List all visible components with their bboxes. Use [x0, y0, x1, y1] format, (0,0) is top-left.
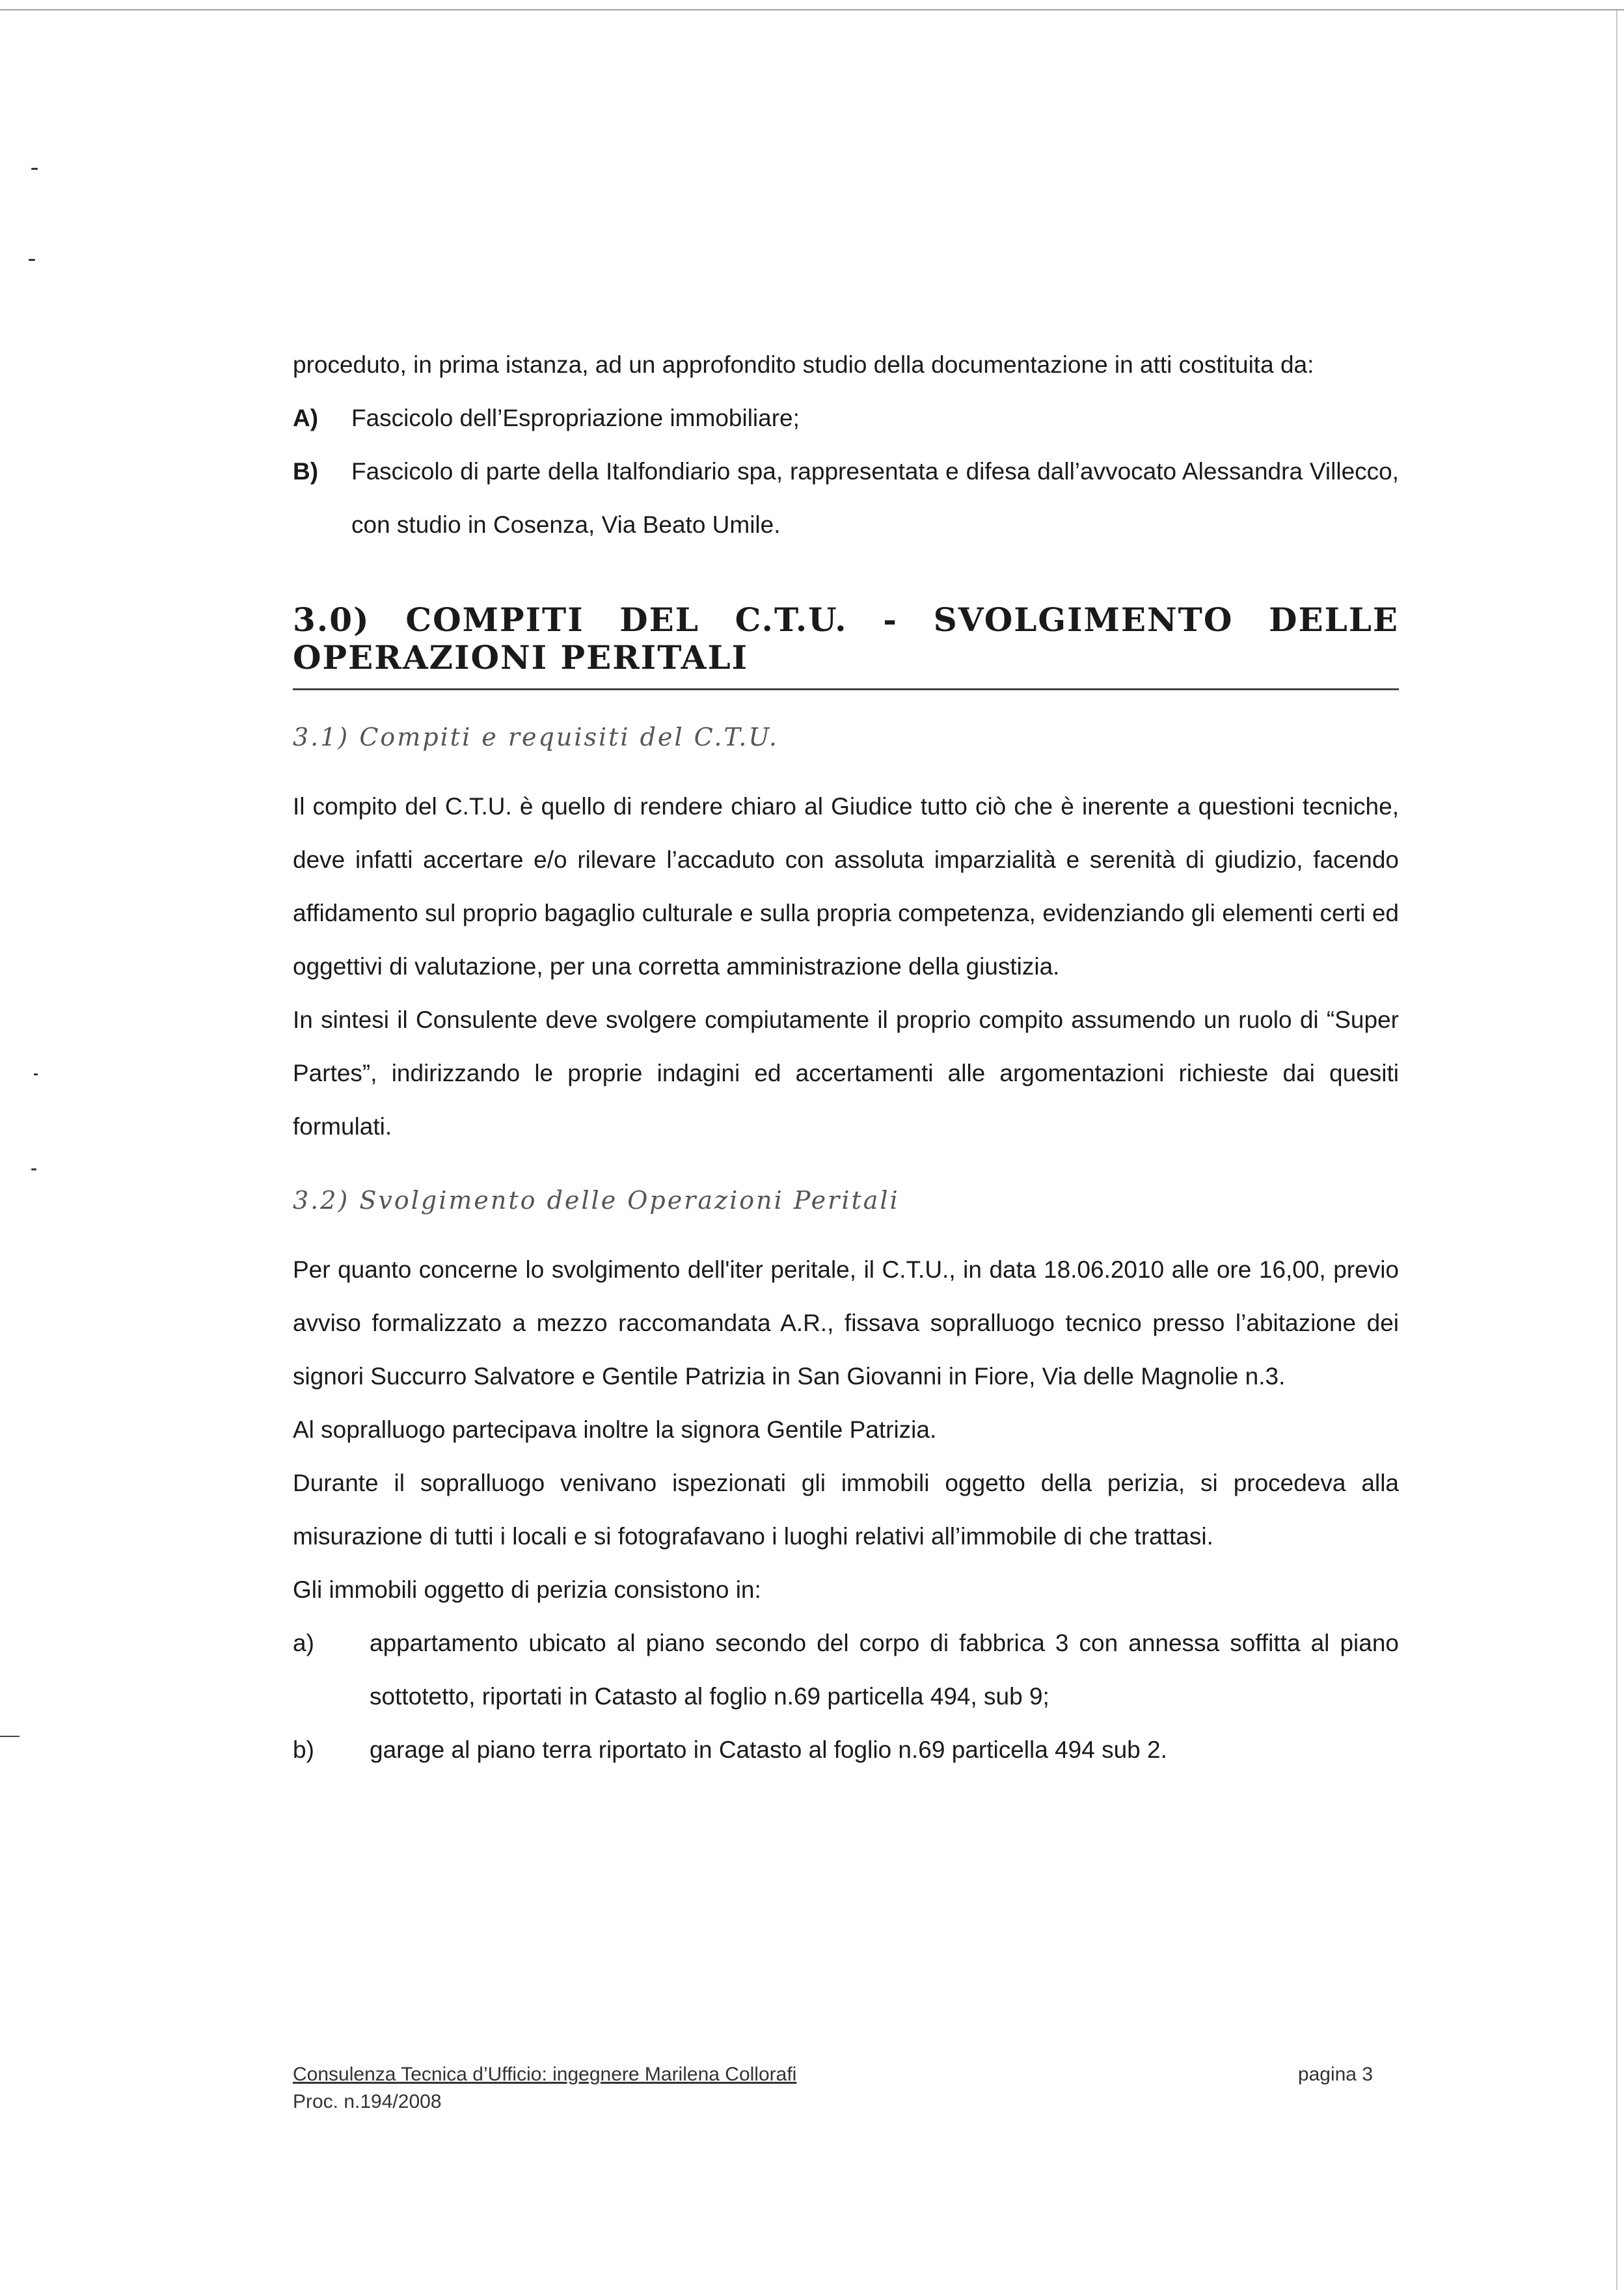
list-marker: b) — [293, 1736, 314, 1763]
section-heading: 3.0) COMPITI DEL C.T.U. - SVOLGIMENTO DELLE OPERAZIONI PERITALI — [293, 601, 1399, 690]
list-item-text: appartamento ubicato al piano secondo del corpo di fabbrica 3 con annessa soffitta al piano sottotetto, riportati in Catasto al foglio n.69 particella 494, sub 9; — [370, 1630, 1399, 1710]
intro-paragraph: proceduto, in prima istanza, ad un approfondito studio della documentazione in atti costituita da: — [293, 351, 1314, 378]
scan-border-top — [0, 9, 1624, 10]
body-paragraph: Il compito del C.T.U. è quello di rendere chiaro al Giudice tutto ciò che è inerente a questioni tecniche, deve infatti accertare e/o rilevare l’accaduto con assoluta imparzialità e serenità di giudizio, facendo affidamento sul proprio bagaglio culturale e sulla propria competenza, evidenziando gli elementi certi ed oggettivi di valutazione, per una corretta amministrazione della giustizia. — [293, 793, 1399, 980]
list-item-text: garage al piano terra riportato in Catasto al foglio n.69 particella 494 sub 2. — [370, 1736, 1167, 1763]
body-paragraph: In sintesi il Consulente deve svolgere compiutamente il proprio compito assumendo un ruolo di “Super Partes”, indirizzando le proprie indagini ed accertamenti alle argomentazioni richieste dai quesiti formulati. — [293, 1006, 1399, 1140]
footer-case-number: Proc. n.194/2008 — [293, 2091, 442, 2112]
scan-mark — [0, 1736, 20, 1737]
scan-mark — [31, 1168, 36, 1170]
body-paragraph: Durante il sopralluogo venivano ispezionati gli immobili oggetto della perizia, si procedeva alla misurazione di tutti i locali e si fotografavano i luoghi relativi all’immobile di che trattasi. — [293, 1470, 1399, 1550]
list-item — [293, 1617, 1399, 1723]
list-item-text: Fascicolo dell’Espropriazione immobiliare; — [351, 405, 800, 431]
page-footer — [293, 2061, 1373, 2116]
scan-mark — [31, 168, 38, 170]
document-page — [293, 338, 1399, 1777]
page-number: pagina 3 — [1297, 2064, 1373, 2085]
footer-author: Consulenza Tecnica d’Ufficio: ingegnere Marilena Collorafi — [293, 2064, 797, 2085]
list-marker: A) — [293, 405, 319, 431]
list-marker: a) — [293, 1630, 314, 1656]
scan-mark — [29, 259, 35, 261]
body-paragraph: Per quanto concerne lo svolgimento dell'iter peritale, il C.T.U., in data 18.06.2010 alle ore 16,00, previo avviso formalizzato a mezzo raccomandata A.R., fissava sopralluogo tecnico presso l’abitazione dei signori Succurro Salvatore e Gentile Patrizia in San Giovanni in Fiore, Via delle Magnolie n.3. — [293, 1256, 1399, 1390]
list-item — [293, 392, 1399, 445]
body-paragraph: Gli immobili oggetto di perizia consistono in: — [293, 1576, 761, 1603]
subsection-heading: 3.1) Compiti e requisiti del C.T.U. — [293, 723, 779, 751]
list-marker: B) — [293, 458, 319, 485]
subsection-heading: 3.2) Svolgimento delle Operazioni Peritali — [293, 1186, 900, 1215]
list-item-text: Fascicolo di parte della Italfondiario spa, rappresentata e difesa dall’avvocato Alessandra Villecco, con studio in Cosenza, Via Beato Umile. — [351, 458, 1399, 538]
list-item — [293, 1723, 1399, 1777]
body-paragraph: Al sopralluogo partecipava inoltre la signora Gentile Patrizia. — [293, 1416, 937, 1443]
list-item — [293, 445, 1399, 552]
scan-border-right — [1616, 9, 1617, 2290]
scan-mark — [34, 1073, 38, 1075]
